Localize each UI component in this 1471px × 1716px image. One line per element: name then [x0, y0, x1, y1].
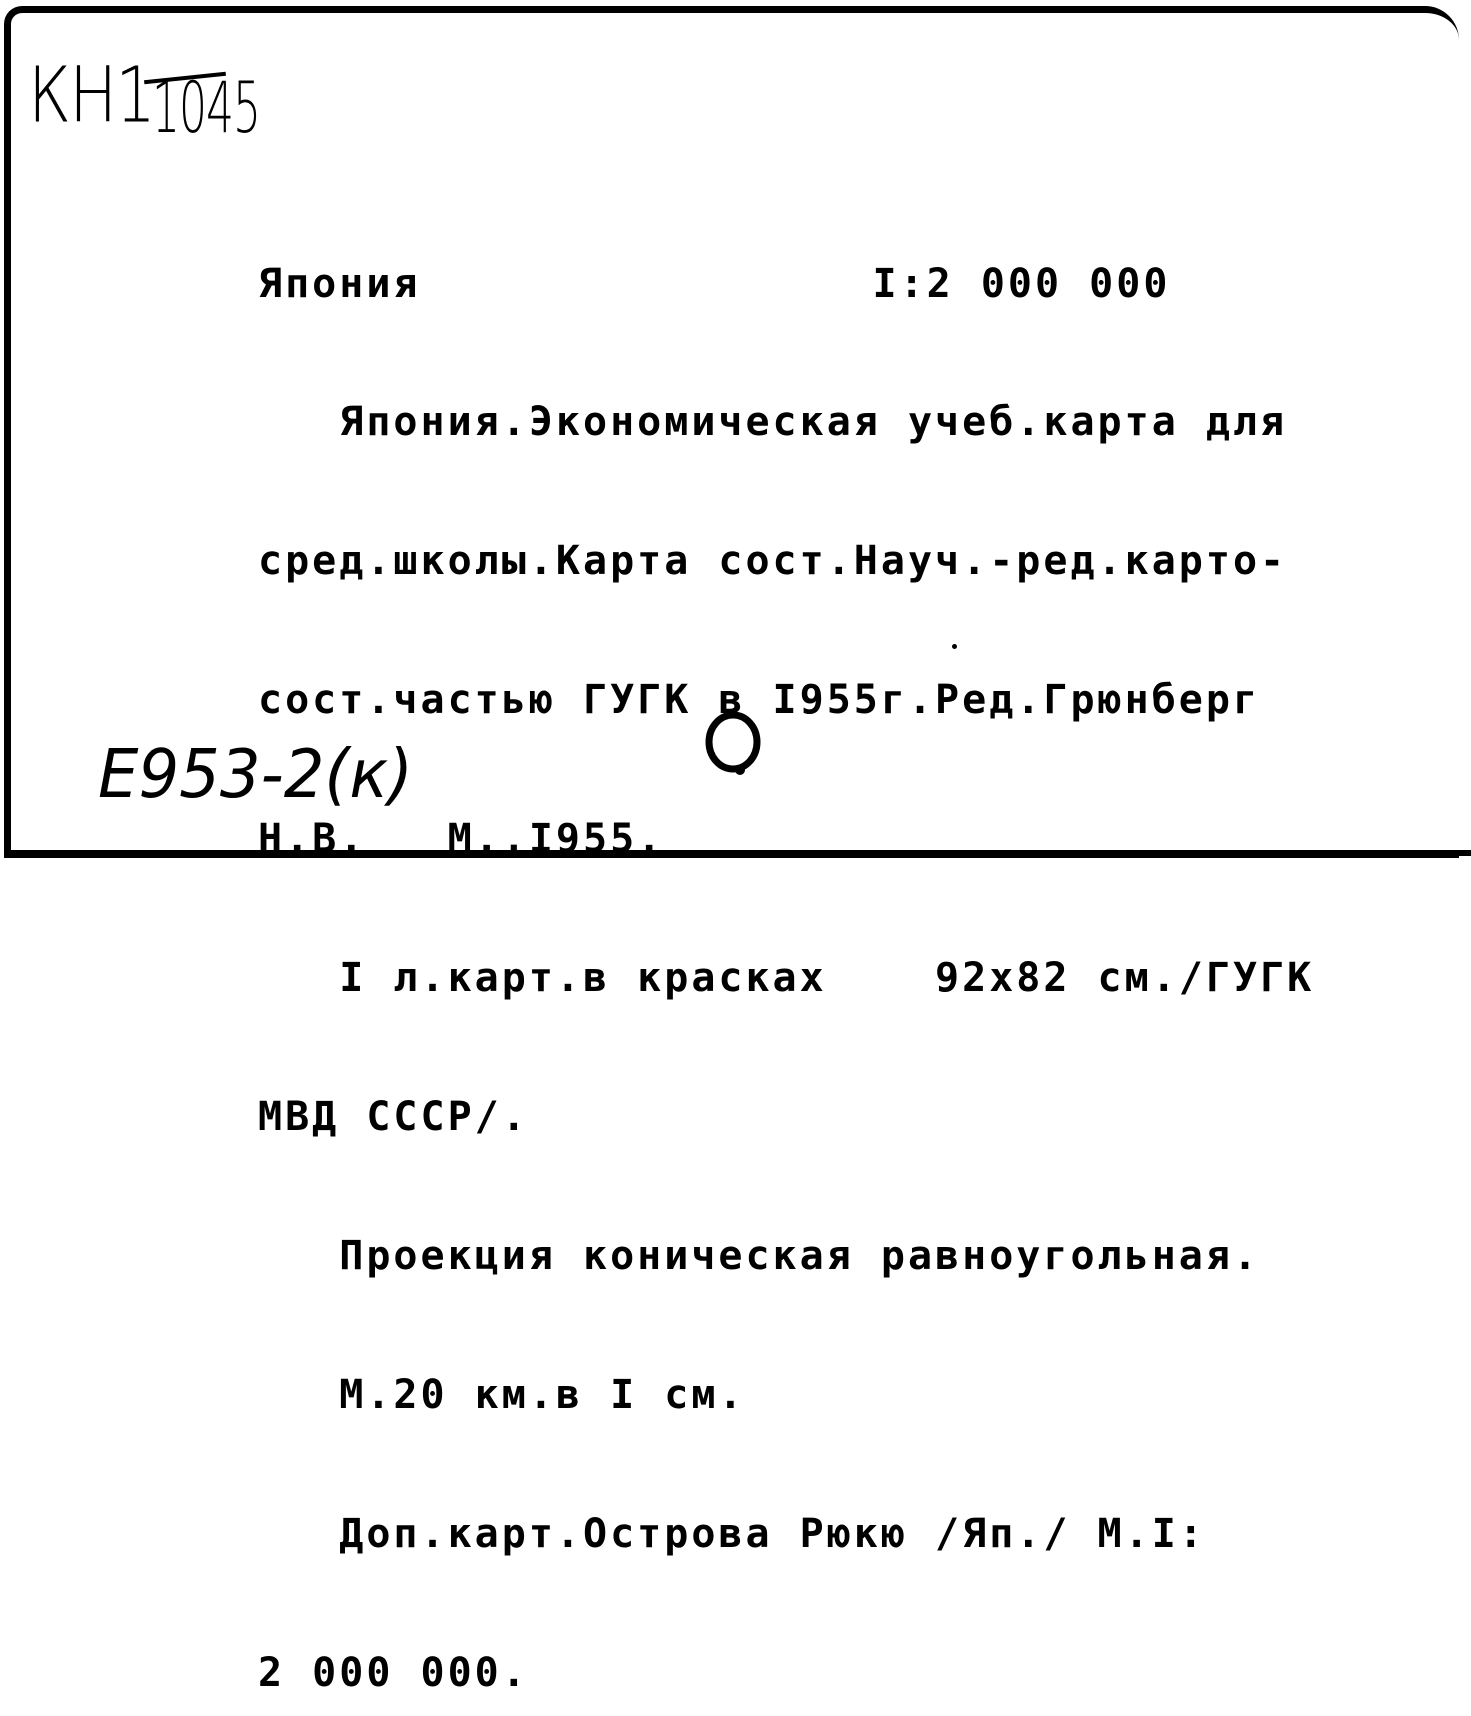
card-line: МВД СССР/.	[258, 1093, 529, 1140]
card-line: М.20 км.в I см.	[258, 1371, 746, 1418]
card-heading-title: Япония	[258, 260, 421, 307]
card-line: сред.школы.Карта сост.Науч.-ред.карто-	[258, 538, 1288, 585]
handwritten-code: КН1	[28, 52, 154, 141]
card-heading-scale: I:2 000 000	[872, 260, 1171, 307]
card-heading-line	[258, 261, 1314, 307]
card-line: сост.частью ГУГК в I955г.Ред.Грюнберг	[258, 677, 1261, 724]
card-line: Япония.Экономическая учеб.карта для	[258, 399, 1288, 446]
card-line: Н.В. М.,I955.	[258, 816, 665, 863]
handwritten-number: 1045	[152, 68, 260, 150]
card-line: Проекция коническая равноугольная.	[258, 1232, 1261, 1279]
ink-speck	[952, 644, 957, 649]
hole-punch-mark-icon	[702, 706, 764, 776]
card-line: Доп.карт.Острова Рюкю /Яп./ М.I:	[258, 1510, 1206, 1557]
card-line: 2 000 000.	[258, 1649, 529, 1696]
handwritten-shelf-mark: Е953-2(к)	[98, 736, 413, 814]
card-typed-text	[258, 168, 1314, 1716]
card-line: I л.карт.в красках 92x82 см./ГУГК	[258, 955, 1315, 1002]
